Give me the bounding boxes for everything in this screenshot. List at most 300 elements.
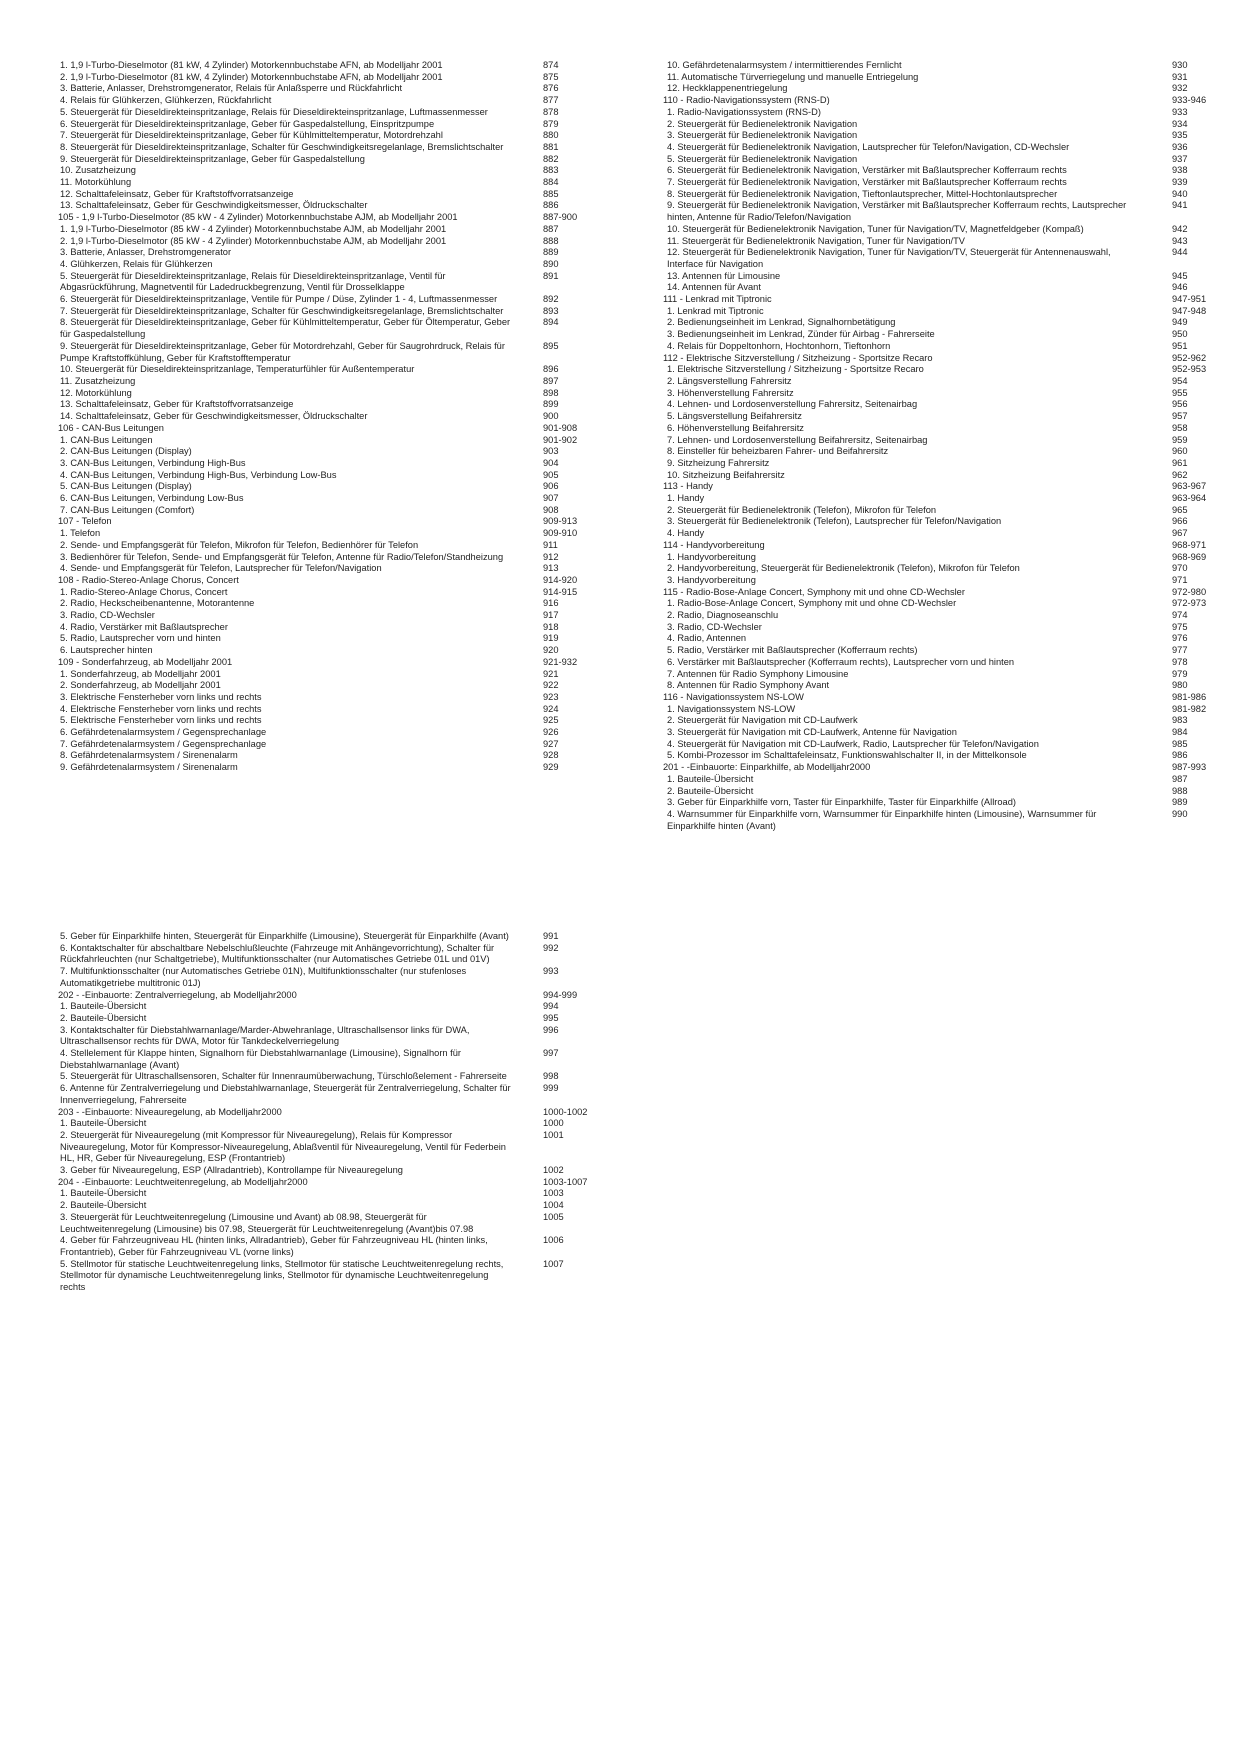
toc-entry-page: 905 — [543, 469, 559, 480]
toc-section-heading[interactable] — [665, 481, 1210, 493]
toc-entry[interactable] — [58, 247, 598, 259]
toc-entry-page: 972-973 — [1172, 598, 1207, 609]
toc-entry[interactable] — [665, 797, 1210, 809]
toc-entry-title: 6. CAN-Bus Leitungen, Verbindung Low-Bus — [60, 493, 244, 504]
toc-entry[interactable] — [58, 142, 598, 154]
toc-entry-title: 6. Steuergerät für Dieseldirekteinspritzanlage, Ventile für Pumpe / Düse, Zylinder 1 - 4, Luftmassenmesser — [60, 294, 498, 305]
toc-entry[interactable] — [58, 1013, 598, 1025]
toc-entry[interactable] — [665, 411, 1210, 423]
toc-entry-page: 892 — [543, 294, 559, 305]
toc-entry[interactable] — [58, 587, 598, 599]
toc-entry-page: 921-932 — [543, 656, 578, 667]
toc-entry[interactable] — [58, 1083, 598, 1106]
toc-entry[interactable] — [58, 154, 598, 166]
toc-entry-page: 967 — [1172, 528, 1188, 539]
toc-entry-page: 1006 — [543, 1235, 564, 1246]
toc-entry[interactable] — [58, 1235, 598, 1258]
toc-entry-page: 924 — [543, 703, 559, 714]
toc-entry-page: 935 — [1172, 130, 1188, 141]
toc-entry-page: 998 — [543, 1071, 559, 1082]
toc-entry-page: 889 — [543, 247, 559, 258]
toc-entry-title: 7. Steuergerät für Bedienelektronik Navigation, Verstärker mit Baßlautsprecher Kofferraum rechts — [667, 177, 1067, 188]
toc-column-right — [665, 60, 1210, 832]
toc-entry[interactable] — [665, 446, 1210, 458]
toc-entry[interactable] — [58, 165, 598, 177]
toc-entry-page: 891 — [543, 270, 559, 281]
toc-entry-page: 965 — [1172, 504, 1188, 515]
toc-entry[interactable] — [58, 669, 598, 681]
toc-entry-page: 875 — [543, 71, 559, 82]
toc-entry-title: 2. Bauteile-Übersicht — [60, 1012, 147, 1023]
toc-entry[interactable] — [58, 622, 598, 634]
toc-entry[interactable] — [665, 727, 1210, 739]
toc-entry[interactable] — [58, 458, 598, 470]
toc-entry-title: 6. Kontaktschalter für abschaltbare Nebelschlußleuchte (Fahrzeuge mit Anhängevorrichtung), Schalter für Rückfahrleuchten (nur Schaltgetriebe), Multifunktionsschalter (nur Automatisches Getriebe 01L und 01V) — [60, 942, 495, 965]
toc-entry-title: 202 - -Einbauorte: Zentralverriegelung, ab Modelljahr2000 — [58, 989, 297, 1000]
toc-entry[interactable] — [665, 575, 1210, 587]
toc-entry-page: 963-967 — [1172, 481, 1207, 492]
toc-entry-title: 3. Radio, CD-Wechsler — [60, 610, 155, 621]
toc-entry-title: 5. Radio, Lautsprecher vorn und hinten — [60, 633, 221, 644]
toc-entry-page: 968-971 — [1172, 539, 1207, 550]
toc-section-heading[interactable] — [58, 516, 598, 528]
toc-entry[interactable] — [665, 154, 1210, 166]
toc-entry[interactable] — [665, 598, 1210, 610]
toc-entry-page: 981-982 — [1172, 703, 1207, 714]
toc-entry-title: 9. Sitzheizung Fahrersitz — [667, 457, 770, 468]
toc-entry-page: 957 — [1172, 411, 1188, 422]
toc-entry[interactable] — [58, 598, 598, 610]
toc-entry[interactable] — [665, 247, 1210, 270]
toc-entry-title: 8. Steuergerät für Dieseldirekteinspritzanlage, Schalter für Geschwindigkeitsregelanlage, Bremslichtschalter — [60, 141, 504, 152]
toc-entry-page: 896 — [543, 364, 559, 375]
toc-section-heading[interactable] — [665, 95, 1210, 107]
toc-entry-page: 880 — [543, 130, 559, 141]
toc-entry[interactable] — [58, 60, 598, 72]
toc-entry-page: 954 — [1172, 375, 1188, 386]
toc-entry[interactable] — [665, 435, 1210, 447]
toc-entry-page: 878 — [543, 106, 559, 117]
toc-entry[interactable] — [58, 966, 598, 989]
toc-section-heading[interactable] — [665, 692, 1210, 704]
toc-entry[interactable] — [58, 1025, 598, 1048]
toc-entry-page: 934 — [1172, 118, 1188, 129]
toc-entry[interactable] — [58, 72, 598, 84]
toc-entry-title: 4. Radio, Antennen — [667, 633, 747, 644]
toc-entry-page: 940 — [1172, 188, 1188, 199]
toc-entry[interactable] — [58, 411, 598, 423]
toc-entry-page: 920 — [543, 645, 559, 656]
toc-entry-page: 929 — [543, 762, 559, 773]
toc-entry-page: 906 — [543, 481, 559, 492]
toc-entry[interactable] — [58, 364, 598, 376]
toc-entry-title: 4. Warnsummer für Einparkhilfe vorn, Warnsummer für Einparkhilfe hinten (Limousine), Warnsummer für Einparkhilfe hinten (Avant) — [667, 809, 1097, 831]
toc-entry[interactable] — [665, 83, 1210, 95]
toc-entry-title: 5. Geber für Einparkhilfe hinten, Steuergerät für Einparkhilfe (Limousine), Steuergerät für Einparkhilfe (Avant) — [60, 931, 509, 941]
toc-entry-title: 7. Antennen für Radio Symphony Limousine — [667, 668, 849, 679]
toc-entry-title: 4. Relais für Doppeltonhorn, Hochtonhorn, Tieftonhorn — [667, 340, 891, 351]
toc-entry[interactable] — [58, 1212, 598, 1235]
toc-entry[interactable] — [58, 1001, 598, 1013]
toc-entry-title: 106 - CAN-Bus Leitungen — [58, 422, 164, 433]
toc-entry[interactable] — [58, 119, 598, 131]
toc-entry-title: 4. Sende- und Empfangsgerät für Telefon, Lautsprecher für Telefon/Navigation — [60, 563, 382, 574]
toc-entry-title: 8. Einsteller für beheizbaren Fahrer- und Beifahrersitz — [667, 446, 889, 457]
toc-entry[interactable] — [665, 633, 1210, 645]
toc-entry-title: 3. Höhenverstellung Fahrersitz — [667, 387, 794, 398]
toc-section-heading[interactable] — [665, 540, 1210, 552]
toc-entry-page: 968-969 — [1172, 551, 1207, 562]
toc-entry[interactable] — [58, 931, 598, 943]
toc-entry-page: 988 — [1172, 785, 1188, 796]
toc-entry-title: 5. CAN-Bus Leitungen (Display) — [60, 481, 192, 492]
toc-entry-page: 1005 — [543, 1211, 564, 1222]
toc-entry[interactable] — [58, 317, 598, 340]
toc-entry[interactable] — [665, 552, 1210, 564]
toc-entry-title: 4. Steuergerät für Navigation mit CD-Laufwerk, Radio, Lautsprecher für Telefon/Navigation — [667, 738, 1039, 749]
toc-entry[interactable] — [58, 95, 598, 107]
toc-entry[interactable] — [58, 1188, 598, 1200]
toc-entry-title: 2. Steuergerät für Navigation mit CD-Laufwerk — [667, 715, 858, 726]
toc-entry-title: 4. Steuergerät für Bedienelektronik Navigation, Lautsprecher für Telefon/Navigation, CD-Wechsler — [667, 141, 1070, 152]
toc-entry-page: 877 — [543, 95, 559, 106]
toc-entry-page: 909-910 — [543, 528, 578, 539]
toc-entry-title: 2. Bauteile-Übersicht — [60, 1200, 147, 1211]
toc-entry[interactable] — [58, 1048, 598, 1071]
toc-entry[interactable] — [58, 481, 598, 493]
toc-entry[interactable] — [58, 130, 598, 142]
toc-entry-page: 997 — [543, 1048, 559, 1059]
toc-entry[interactable] — [58, 1130, 598, 1165]
toc-entry[interactable] — [665, 505, 1210, 517]
toc-entry[interactable] — [665, 563, 1210, 575]
toc-entry[interactable] — [58, 680, 598, 692]
toc-entry-title: 8. Steuergerät für Dieseldirekteinspritzanlage, Geber für Kühlmitteltemperatur, Geber für Öltemperatur, Geber für Gaspedalstellung — [60, 317, 511, 340]
toc-entry[interactable] — [58, 1118, 598, 1130]
toc-entry-title: 3. Steuergerät für Bedienelektronik Navigation — [667, 130, 858, 141]
toc-entry-page: 1004 — [543, 1200, 564, 1211]
toc-entry-title: 1. 1,9 l-Turbo-Dieselmotor (85 kW - 4 Zylinder) Motorkennbuchstabe AJM, ab Modelljahr 2001 — [60, 223, 447, 234]
toc-entry-page: 908 — [543, 504, 559, 515]
toc-entry-page: 984 — [1172, 727, 1188, 738]
toc-entry[interactable] — [58, 727, 598, 739]
toc-entry[interactable] — [665, 72, 1210, 84]
toc-entry-page: 887 — [543, 223, 559, 234]
toc-entry-title: 11. Zusatzheizung — [60, 375, 136, 386]
toc-entry-title: 13. Schalttafeleinsatz, Geber für Kraftstoffvorratsanzeige — [60, 399, 294, 410]
toc-entry[interactable] — [665, 622, 1210, 634]
toc-entry[interactable] — [58, 1259, 598, 1294]
toc-entry-page: 950 — [1172, 329, 1188, 340]
toc-entry[interactable] — [665, 306, 1210, 318]
toc-entry[interactable] — [58, 271, 598, 294]
toc-entry[interactable] — [58, 107, 598, 119]
toc-entry[interactable] — [58, 610, 598, 622]
toc-entry[interactable] — [58, 715, 598, 727]
toc-entry-page: 901-908 — [543, 422, 578, 433]
toc-entry-page: 962 — [1172, 469, 1188, 480]
toc-entry-page: 943 — [1172, 235, 1188, 246]
toc-entry[interactable] — [58, 388, 598, 400]
toc-entry[interactable] — [665, 142, 1210, 154]
toc-entry-page: 972-980 — [1172, 586, 1207, 597]
toc-entry-page: 886 — [543, 200, 559, 211]
toc-entry[interactable] — [58, 750, 598, 762]
toc-entry-page: 882 — [543, 153, 559, 164]
toc-entry[interactable] — [58, 376, 598, 388]
toc-entry-page: 1007 — [543, 1258, 564, 1269]
toc-entry[interactable] — [665, 200, 1210, 223]
toc-entry[interactable] — [665, 715, 1210, 727]
toc-entry-title: 7. Multifunktionsschalter (nur Automatisches Getriebe 01N), Multifunktionsschalter (nur stufenloses Automatikgetriebe multitronic 01J) — [60, 966, 467, 988]
toc-column-left — [58, 60, 598, 774]
toc-entry-title: 1. Bauteile-Übersicht — [60, 1118, 147, 1129]
toc-entry[interactable] — [58, 552, 598, 564]
toc-entry-title: 14. Schalttafeleinsatz, Geber für Geschwindigkeitsmesser, Öldruckschalter — [60, 411, 368, 422]
toc-entry-page: 996 — [543, 1024, 559, 1035]
toc-entry[interactable] — [665, 236, 1210, 248]
toc-section-heading[interactable] — [665, 353, 1210, 365]
toc-entry[interactable] — [58, 306, 598, 318]
toc-entry[interactable] — [665, 470, 1210, 482]
toc-entry-title: 4. Geber für Fahrzeugniveau HL (hinten links, Allradantrieb), Geber für Fahrzeugniveau HL (hinten links, Frontantrieb), Geber für Fahrzeugniveau VL (vorne links) — [60, 1235, 488, 1257]
toc-entry[interactable] — [58, 470, 598, 482]
toc-entry-page: 987-993 — [1172, 762, 1207, 773]
toc-entry[interactable] — [665, 282, 1210, 294]
toc-entry[interactable] — [58, 1071, 598, 1083]
toc-entry[interactable] — [58, 645, 598, 657]
toc-entry[interactable] — [665, 809, 1210, 832]
toc-entry[interactable] — [665, 317, 1210, 329]
toc-entry-page: 952-962 — [1172, 352, 1207, 363]
toc-entry[interactable] — [665, 704, 1210, 716]
toc-entry-title: 1. Lenkrad mit Tiptronic — [667, 305, 764, 316]
toc-column-bottom — [58, 931, 598, 1294]
toc-entry-title: 110 - Radio-Navigationssystem (RNS-D) — [663, 95, 830, 106]
toc-entry-page: 907 — [543, 493, 559, 504]
toc-entry[interactable] — [665, 786, 1210, 798]
toc-entry[interactable] — [58, 563, 598, 575]
toc-entry[interactable] — [665, 165, 1210, 177]
toc-entry-title: 5. Kombi-Prozessor im Schalttafeleinsatz, Funktionswahlschalter II, in der Mittelkonsole — [667, 750, 1027, 761]
toc-section-heading[interactable] — [665, 294, 1210, 306]
toc-entry-page: 914-915 — [543, 586, 578, 597]
toc-entry-page: 931 — [1172, 71, 1188, 82]
toc-entry-page: 956 — [1172, 399, 1188, 410]
toc-section-heading[interactable] — [58, 212, 598, 224]
toc-entry-title: 1. Handy — [667, 493, 705, 504]
toc-entry-page: 961 — [1172, 457, 1188, 468]
toc-entry-title: 11. Automatische Türverriegelung und manuelle Entriegelung — [667, 71, 919, 82]
toc-entry[interactable] — [58, 83, 598, 95]
toc-entry[interactable] — [58, 224, 598, 236]
toc-entry[interactable] — [665, 329, 1210, 341]
toc-entry-page: 887-900 — [543, 212, 578, 223]
toc-entry-page: 966 — [1172, 516, 1188, 527]
toc-entry-title: 3. Bedienungseinheit im Lenkrad, Zünder für Airbag - Fahrerseite — [667, 329, 935, 340]
toc-entry-page: 901-902 — [543, 434, 578, 445]
toc-entry-page: 930 — [1172, 60, 1188, 70]
toc-entry[interactable] — [58, 200, 598, 212]
toc-entry[interactable] — [58, 236, 598, 248]
toc-entry-page: 976 — [1172, 633, 1188, 644]
toc-entry-title: 7. Lehnen- und Lordosenverstellung Beifahrersitz, Seitenairbag — [667, 434, 928, 445]
toc-entry-title: 6. Verstärker mit Baßlautsprecher (Kofferraum rechts), Lautsprecher vorn und hinten — [667, 656, 1015, 667]
toc-entry[interactable] — [58, 633, 598, 645]
toc-entry-page: 933 — [1172, 106, 1188, 117]
toc-entry-page: 883 — [543, 165, 559, 176]
toc-entry-title: 1. Bauteile-Übersicht — [60, 1001, 147, 1012]
toc-entry[interactable] — [665, 376, 1210, 388]
toc-entry[interactable] — [665, 645, 1210, 657]
toc-entry[interactable] — [58, 1200, 598, 1212]
toc-entry-title: 6. Gefährdetenalarmsystem / Gegensprechanlage — [60, 727, 267, 738]
toc-entry[interactable] — [58, 493, 598, 505]
toc-entry-title: 3. Steuergerät für Navigation mit CD-Laufwerk, Antenne für Navigation — [667, 727, 957, 738]
toc-entry-page: 899 — [543, 399, 559, 410]
toc-entry-title: 1. Bauteile-Übersicht — [667, 773, 754, 784]
toc-entry-page: 884 — [543, 177, 559, 188]
toc-entry[interactable] — [58, 540, 598, 552]
toc-entry-page: 978 — [1172, 656, 1188, 667]
toc-section-heading[interactable] — [665, 762, 1210, 774]
toc-entry-page: 1000 — [543, 1118, 564, 1129]
toc-entry[interactable] — [665, 119, 1210, 131]
toc-entry[interactable] — [58, 294, 598, 306]
toc-entry[interactable] — [665, 516, 1210, 528]
toc-entry-page: 985 — [1172, 738, 1188, 749]
toc-section-heading[interactable] — [58, 990, 598, 1002]
toc-entry-title: 113 - Handy — [663, 481, 713, 492]
toc-section-heading[interactable] — [58, 1107, 598, 1119]
toc-entry-page: 946 — [1172, 282, 1188, 293]
toc-entry-title: 2. 1,9 l-Turbo-Dieselmotor (81 kW, 4 Zylinder) Motorkennbuchstabe AFN, ab Modelljahr 2001 — [60, 71, 443, 82]
toc-entry[interactable] — [58, 177, 598, 189]
toc-section-heading[interactable] — [58, 657, 598, 669]
toc-entry-title: 4. CAN-Bus Leitungen, Verbindung High-Bus, Verbindung Low-Bus — [60, 469, 337, 480]
toc-section-heading[interactable] — [665, 587, 1210, 599]
toc-entry-page: 990 — [1172, 809, 1188, 819]
toc-entry[interactable] — [665, 669, 1210, 681]
toc-section-heading[interactable] — [58, 575, 598, 587]
toc-entry-page: 916 — [543, 598, 559, 609]
toc-entry-title: 5. Längsverstellung Beifahrersitz — [667, 411, 802, 422]
toc-entry-page: 947-951 — [1172, 294, 1207, 305]
toc-entry-page: 960 — [1172, 446, 1188, 457]
toc-entry-title: 2. Bedienungseinheit im Lenkrad, Signalhornbetätigung — [667, 317, 896, 328]
toc-entry[interactable] — [665, 528, 1210, 540]
toc-entry-title: 2. Radio, Heckscheibenantenne, Motorantenne — [60, 598, 255, 609]
toc-entry-page: 926 — [543, 727, 559, 738]
toc-entry[interactable] — [665, 458, 1210, 470]
toc-entry[interactable] — [665, 224, 1210, 236]
toc-entry-title: 4. Handy — [667, 528, 705, 539]
toc-entry[interactable] — [665, 177, 1210, 189]
toc-entry-title: 114 - Handyvorbereitung — [663, 539, 765, 550]
toc-entry-title: 3. Bedienhörer für Telefon, Sende- und Empfangsgerät für Telefon, Antenne für Radio/Telefon/Standheizung — [60, 551, 504, 562]
toc-entry-title: 105 - 1,9 l-Turbo-Dieselmotor (85 kW - 4 Zylinder) Motorkennbuchstabe AJM, ab Modelljahr 2001 — [58, 212, 458, 223]
toc-entry-title: 10. Steuergerät für Bedienelektronik Navigation, Tuner für Navigation/TV, Magnetfeldgeber (Kompaß) — [667, 223, 1084, 234]
toc-entry-title: 1. 1,9 l-Turbo-Dieselmotor (81 kW, 4 Zylinder) Motorkennbuchstabe AFN, ab Modelljahr 2001 — [60, 60, 443, 70]
toc-entry[interactable] — [665, 493, 1210, 505]
toc-entry[interactable] — [58, 704, 598, 716]
toc-entry-title: 3. Geber für Niveauregelung, ESP (Allradantrieb), Kontrollampe für Niveauregelung — [60, 1165, 403, 1176]
toc-entry[interactable] — [665, 739, 1210, 751]
toc-entry[interactable] — [58, 1165, 598, 1177]
toc-entry-page: 942 — [1172, 223, 1188, 234]
toc-section-heading[interactable] — [58, 1177, 598, 1189]
toc-entry[interactable] — [665, 189, 1210, 201]
toc-entry-page: 975 — [1172, 621, 1188, 632]
toc-entry-title: 4. Glühkerzen, Relais für Glühkerzen — [60, 258, 213, 269]
toc-entry[interactable] — [665, 610, 1210, 622]
toc-section-heading[interactable] — [58, 423, 598, 435]
toc-entry-page: 980 — [1172, 680, 1188, 691]
toc-entry[interactable] — [665, 60, 1210, 72]
toc-entry[interactable] — [665, 341, 1210, 353]
toc-entry[interactable] — [665, 423, 1210, 435]
toc-entry-page: 955 — [1172, 387, 1188, 398]
toc-entry-page: 895 — [543, 340, 559, 351]
toc-entry[interactable] — [665, 657, 1210, 669]
toc-entry-page: 893 — [543, 305, 559, 316]
toc-entry-page: 925 — [543, 715, 559, 726]
toc-entry-title: 2. CAN-Bus Leitungen (Display) — [60, 446, 192, 457]
toc-entry[interactable] — [665, 388, 1210, 400]
toc-entry-title: 8. Steuergerät für Bedienelektronik Navigation, Tieftonlautsprecher, Mittel-Hochtonlautsprecher — [667, 188, 1058, 199]
toc-entry[interactable] — [58, 341, 598, 364]
toc-entry-page: 937 — [1172, 153, 1188, 164]
toc-entry-page: 919 — [543, 633, 559, 644]
toc-entry-title: 4. Relais für Glühkerzen, Glühkerzen, Rückfahrlicht — [60, 95, 272, 106]
toc-entry-page: 987 — [1172, 773, 1188, 784]
toc-entry-page: 939 — [1172, 177, 1188, 188]
toc-entry[interactable] — [58, 399, 598, 411]
toc-entry-title: 8. Gefährdetenalarmsystem / Sirenenalarm — [60, 750, 238, 761]
toc-entry-page: 951 — [1172, 340, 1188, 351]
toc-entry-title: 111 - Lenkrad mit Tiptronic — [663, 294, 772, 305]
toc-entry[interactable] — [58, 739, 598, 751]
toc-entry[interactable] — [665, 774, 1210, 786]
toc-entry[interactable] — [58, 528, 598, 540]
toc-entry-page: 981-986 — [1172, 691, 1207, 702]
toc-entry[interactable] — [665, 107, 1210, 119]
toc-entry-title: 5. Elektrische Fensterheber vorn links und rechts — [60, 715, 262, 726]
toc-entry[interactable] — [58, 692, 598, 704]
toc-entry-page: 888 — [543, 235, 559, 246]
toc-entry[interactable] — [58, 505, 598, 517]
toc-entry[interactable] — [58, 943, 598, 966]
toc-entry-title: 5. Steuergerät für Dieseldirekteinspritzanlage, Relais für Dieseldirekteinspritzanlage, Luftmassenmesser — [60, 106, 488, 117]
toc-entry[interactable] — [58, 259, 598, 271]
toc-entry[interactable] — [665, 750, 1210, 762]
toc-entry-title: 4. Elektrische Fensterheber vorn links und rechts — [60, 703, 262, 714]
toc-entry[interactable] — [58, 189, 598, 201]
toc-entry-page: 979 — [1172, 668, 1188, 679]
toc-entry-title: 10. Gefährdetenalarmsystem / intermittierendes Fernlicht — [667, 60, 902, 70]
toc-entry-page: 897 — [543, 375, 559, 386]
toc-entry[interactable] — [665, 399, 1210, 411]
toc-entry[interactable] — [58, 446, 598, 458]
toc-entry[interactable] — [665, 130, 1210, 142]
toc-entry[interactable] — [665, 364, 1210, 376]
toc-entry[interactable] — [665, 271, 1210, 283]
toc-entry[interactable] — [665, 680, 1210, 692]
toc-entry-page: 876 — [543, 83, 559, 94]
toc-entry[interactable] — [58, 762, 598, 774]
toc-entry[interactable] — [58, 435, 598, 447]
toc-entry-title: 203 - -Einbauorte: Niveauregelung, ab Modelljahr2000 — [58, 1106, 282, 1117]
